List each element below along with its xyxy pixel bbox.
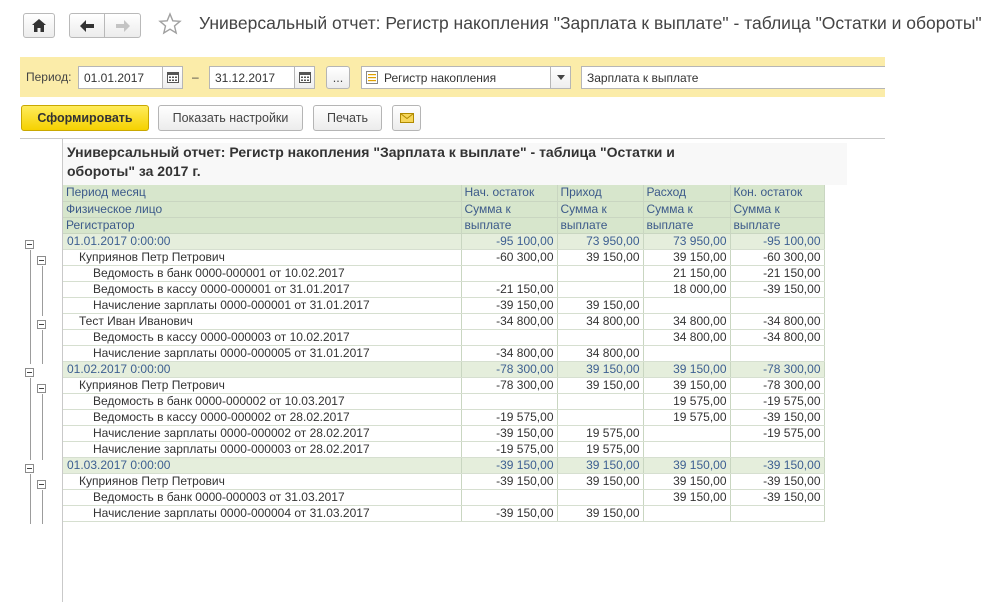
registrar-row[interactable] [63,393,824,409]
start-balance-cell: -78 300,00 [461,361,557,377]
income-cell: 73 950,00 [557,233,643,249]
collapse-toggle-icon[interactable] [37,256,46,265]
collapse-toggle-icon[interactable] [25,368,34,377]
income-cell [557,489,643,505]
show-settings-button[interactable]: Показать настройки [158,105,303,131]
registrar-row[interactable] [63,297,824,313]
date-to-calendar-button[interactable] [295,66,315,89]
end-balance-cell [730,441,824,457]
row-label: Начисление зарплаты 0000-000002 от 28.02.2017 [63,425,461,441]
row-label: Ведомость в кассу 0000-000003 от 10.02.2017 [63,329,461,345]
generate-button[interactable]: Сформировать [21,105,149,131]
expense-cell [643,505,730,521]
expense-cell [643,297,730,313]
row-label: Начисление зарплаты 0000-000003 от 28.02.2017 [63,441,461,457]
end-balance-cell: -39 150,00 [730,281,824,297]
collapse-toggle-icon[interactable] [37,480,46,489]
register-icon [366,71,378,84]
end-balance-cell: -21 150,00 [730,265,824,281]
expense-cell: 39 150,00 [643,361,730,377]
expense-cell [643,425,730,441]
report-title-line2: обороты" за 2017 г. [67,163,201,179]
date-from-calendar-button[interactable] [163,66,183,89]
end-balance-cell [730,505,824,521]
row-label: Начисление зарплаты 0000-000001 от 31.01.2017 [63,297,461,313]
start-balance-cell: -39 150,00 [461,505,557,521]
end-balance-cell: -39 150,00 [730,457,824,473]
row-label: Ведомость в кассу 0000-000002 от 28.02.2017 [63,409,461,425]
income-cell [557,393,643,409]
expense-cell: 39 150,00 [643,377,730,393]
header-in-sub2: выплате [557,217,643,233]
expense-cell: 21 150,00 [643,265,730,281]
end-balance-cell: -78 300,00 [730,377,824,393]
report-title-line1: Универсальный отчет: Регистр накопления "Зарплата к выплате" - таблица "Остатки и [67,144,675,160]
registrar-row[interactable] [63,345,824,361]
header-end: Кон. остаток [730,185,824,201]
start-balance-cell: -78 300,00 [461,377,557,393]
start-balance-cell [461,265,557,281]
header-start-sub2: выплате [461,217,557,233]
expense-cell: 39 150,00 [643,249,730,265]
row-label: 01.01.2017 0:00:00 [63,233,461,249]
registrar-row[interactable] [63,425,824,441]
tree-line [30,474,31,524]
start-balance-cell [461,393,557,409]
start-balance-cell: -39 150,00 [461,457,557,473]
favorite-button[interactable] [158,12,182,39]
star-icon [158,12,182,36]
header-period: Период месяц [63,185,461,201]
calendar-icon [167,72,179,83]
end-balance-cell: -39 150,00 [730,473,824,489]
income-cell: 34 800,00 [557,345,643,361]
period-choose-button[interactable]: ... [326,66,350,89]
header-out: Расход [643,185,730,201]
header-row [63,201,824,217]
header-start-sub1: Сумма к [461,201,557,217]
header-out-sub1: Сумма к [643,201,730,217]
tree-line [42,330,43,364]
tree-line [42,394,43,460]
row-label: Ведомость в банк 0000-000002 от 10.03.2017 [63,393,461,409]
expense-cell: 39 150,00 [643,457,730,473]
income-cell: 39 150,00 [557,377,643,393]
envelope-icon [400,113,414,123]
expense-cell: 18 000,00 [643,281,730,297]
income-cell: 34 800,00 [557,313,643,329]
end-balance-cell: -60 300,00 [730,249,824,265]
date-to-input[interactable]: 31.12.2017 [209,66,295,89]
report-title [63,143,847,185]
date-range-dash: – [192,70,199,84]
expense-cell: 34 800,00 [643,329,730,345]
tree-line [30,378,31,460]
print-button[interactable]: Печать [313,105,382,131]
end-balance-cell: -34 800,00 [730,313,824,329]
row-label: 01.03.2017 0:00:00 [63,457,461,473]
income-cell: 39 150,00 [557,505,643,521]
person-row[interactable] [63,473,824,489]
end-balance-cell [730,345,824,361]
registrar-row[interactable] [63,409,824,425]
start-balance-cell [461,329,557,345]
end-balance-cell: -39 150,00 [730,489,824,505]
header-person: Физическое лицо [63,201,461,217]
tree-line [42,266,43,316]
end-balance-cell: -39 150,00 [730,409,824,425]
end-balance-cell: -19 575,00 [730,393,824,409]
start-balance-cell: -21 150,00 [461,281,557,297]
period-group-row[interactable] [63,457,824,473]
income-cell: 19 575,00 [557,441,643,457]
start-balance-cell: -34 800,00 [461,345,557,361]
tree-line [42,490,43,524]
start-balance-cell: -34 800,00 [461,313,557,329]
start-balance-cell: -39 150,00 [461,425,557,441]
expense-cell: 73 950,00 [643,233,730,249]
arrow-right-icon [116,20,130,32]
collapse-toggle-icon[interactable] [37,384,46,393]
header-end-sub2: выплате [730,217,824,233]
source-name-input[interactable]: Зарплата к выплате [581,66,885,89]
registrar-row[interactable] [63,441,824,457]
person-row[interactable] [63,313,824,329]
header-out-sub2: выплате [643,217,730,233]
person-row[interactable] [63,377,824,393]
person-row[interactable] [63,249,824,265]
header-in: Приход [557,185,643,201]
title-bar [0,0,982,52]
end-balance-cell: -95 100,00 [730,233,824,249]
expense-cell: 39 150,00 [643,473,730,489]
chevron-down-icon [557,75,565,80]
source-type-dropdown-button[interactable] [551,66,571,89]
start-balance-cell: -19 575,00 [461,409,557,425]
period-label: Период: [26,70,72,84]
end-balance-cell [730,297,824,313]
forward-button[interactable] [104,13,141,38]
registrar-row[interactable] [63,505,824,521]
arrow-left-icon [80,20,94,32]
expense-cell [643,441,730,457]
income-cell [557,409,643,425]
income-cell [557,265,643,281]
period-group-row[interactable] [63,361,824,377]
registrar-row[interactable] [63,265,824,281]
registrar-row[interactable] [63,281,824,297]
income-cell: 39 150,00 [557,457,643,473]
row-label: Ведомость в кассу 0000-000001 от 31.01.2017 [63,281,461,297]
end-balance-cell: -34 800,00 [730,329,824,345]
row-label: Куприянов Петр Петрович [63,473,461,489]
row-label: Начисление зарплаты 0000-000005 от 31.01.2017 [63,345,461,361]
expense-cell: 19 575,00 [643,409,730,425]
expense-cell: 19 575,00 [643,393,730,409]
registrar-row[interactable] [63,329,824,345]
income-cell: 39 150,00 [557,473,643,489]
income-cell: 19 575,00 [557,425,643,441]
window-title: Универсальный отчет: Регистр накопления "Зарплата к выплате" - таблица "Остатки и обороты" [199,13,982,33]
calendar-icon [299,72,311,83]
header-end-sub1: Сумма к [730,201,824,217]
row-label: Начисление зарплаты 0000-000004 от 31.03.2017 [63,505,461,521]
start-balance-cell: -39 150,00 [461,297,557,313]
header-in-sub1: Сумма к [557,201,643,217]
header-start: Нач. остаток [461,185,557,201]
collapse-toggle-icon[interactable] [25,240,34,249]
start-balance-cell [461,489,557,505]
date-from-input[interactable]: 01.01.2017 [78,66,163,89]
collapse-toggle-icon[interactable] [25,464,34,473]
back-button[interactable] [69,13,105,38]
income-cell: 39 150,00 [557,297,643,313]
collapse-toggle-icon[interactable] [37,320,46,329]
row-label: Куприянов Петр Петрович [63,249,461,265]
expense-cell: 39 150,00 [643,489,730,505]
report-table [63,185,825,522]
income-cell [557,281,643,297]
start-balance-cell: -39 150,00 [461,473,557,489]
row-label: Куприянов Петр Петрович [63,377,461,393]
header-row [63,217,824,233]
header-row [63,185,824,201]
row-label: Ведомость в банк 0000-000001 от 10.02.2017 [63,265,461,281]
registrar-row[interactable] [63,489,824,505]
tree-line [30,250,31,364]
period-group-row[interactable] [63,233,824,249]
source-type-value: Регистр накопления [384,71,497,85]
home-button[interactable] [23,13,55,38]
start-balance-cell: -95 100,00 [461,233,557,249]
row-label: Тест Иван Иванович [63,313,461,329]
row-label: Ведомость в банк 0000-000003 от 31.03.2017 [63,489,461,505]
expense-cell [643,345,730,361]
start-balance-cell: -19 575,00 [461,441,557,457]
income-cell: 39 150,00 [557,249,643,265]
start-balance-cell: -60 300,00 [461,249,557,265]
end-balance-cell: -78 300,00 [730,361,824,377]
send-email-button[interactable] [392,105,421,131]
income-cell [557,329,643,345]
source-type-select[interactable] [361,66,551,89]
income-cell: 39 150,00 [557,361,643,377]
end-balance-cell: -19 575,00 [730,425,824,441]
header-registrar: Регистратор [63,217,461,233]
expense-cell: 34 800,00 [643,313,730,329]
report-top-border [20,138,885,139]
home-icon [32,19,46,32]
row-label: 01.02.2017 0:00:00 [63,361,461,377]
